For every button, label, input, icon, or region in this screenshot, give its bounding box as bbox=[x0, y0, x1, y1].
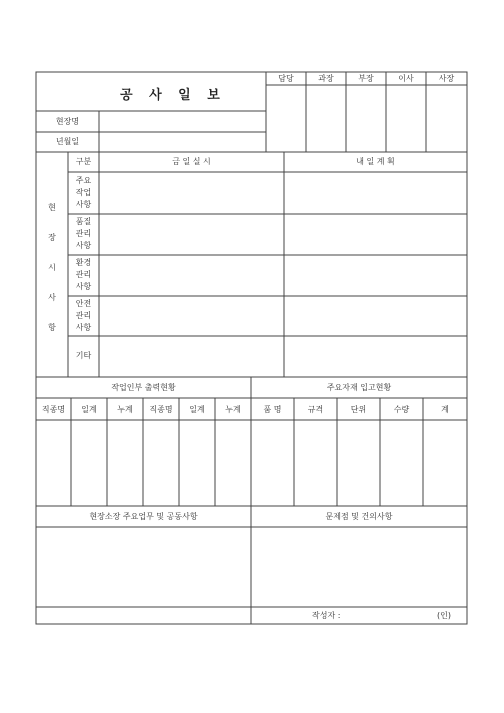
manager-notes-body[interactable] bbox=[37, 528, 250, 606]
category-quality-control: 품질 관리 사항 bbox=[75, 217, 92, 250]
site-name-field[interactable] bbox=[100, 112, 265, 131]
material-status-header: 주요자재 입고현황 bbox=[326, 383, 392, 392]
category-main-work: 주요 작업 사항 bbox=[75, 176, 92, 209]
approval-header-dept-head: 부장 bbox=[358, 74, 374, 83]
manager-notes-header: 현장소장 주요업무 및 공동사항 bbox=[89, 512, 198, 521]
labor-col-daily-1: 일계 bbox=[81, 405, 97, 414]
material-col-quantity: 수량 bbox=[393, 405, 410, 414]
seal-label: (인) bbox=[437, 611, 451, 620]
approval-sign-box-manager[interactable] bbox=[267, 86, 305, 151]
today-environment-cell[interactable] bbox=[100, 256, 283, 295]
material-col-total: 계 bbox=[441, 405, 449, 414]
issues-body[interactable] bbox=[252, 528, 466, 606]
approval-sign-box-director[interactable] bbox=[387, 86, 425, 151]
tomorrow-plan-header: 내 일 계 획 bbox=[356, 157, 395, 166]
tomorrow-environment-cell[interactable] bbox=[285, 256, 466, 295]
today-main-work-cell[interactable] bbox=[100, 173, 283, 213]
material-col-spec: 규격 bbox=[307, 405, 324, 414]
labor-col-cumulative-2: 누계 bbox=[225, 405, 241, 414]
today-safety-cell[interactable] bbox=[100, 297, 283, 335]
approval-sign-box-president[interactable] bbox=[427, 86, 466, 151]
page-title: 공 사 일 보 bbox=[120, 88, 226, 103]
date-label: 년월일 bbox=[55, 137, 80, 146]
date-field[interactable] bbox=[100, 133, 265, 151]
category-other: 기타 bbox=[75, 351, 92, 360]
approval-sign-box-section-chief[interactable] bbox=[307, 86, 345, 151]
material-table-body[interactable] bbox=[252, 421, 466, 505]
labor-col-job-type-1: 직종명 bbox=[41, 405, 66, 414]
tomorrow-other-cell[interactable] bbox=[285, 337, 466, 376]
approval-header-director: 이사 bbox=[398, 74, 414, 83]
issues-header: 문제점 및 건의사항 bbox=[325, 512, 393, 521]
category-header: 구분 bbox=[75, 157, 92, 166]
labor-col-job-type-2: 직종명 bbox=[149, 405, 173, 414]
tomorrow-main-work-cell[interactable] bbox=[285, 173, 466, 213]
labor-table-body[interactable] bbox=[37, 421, 250, 505]
tomorrow-quality-cell[interactable] bbox=[285, 215, 466, 254]
category-safety-control: 안전 관리 사항 bbox=[75, 299, 92, 332]
material-col-unit: 단위 bbox=[350, 405, 367, 414]
material-col-item-name: 품 명 bbox=[263, 405, 282, 414]
site-items-side-label: 현 장 시 사 항 bbox=[48, 203, 56, 332]
today-work-header: 금 일 실 시 bbox=[172, 157, 211, 166]
approval-header-manager: 담당 bbox=[278, 74, 294, 83]
category-environment-control: 환경 관리 사항 bbox=[75, 258, 92, 291]
labor-col-cumulative-1: 누계 bbox=[117, 405, 133, 414]
today-quality-cell[interactable] bbox=[100, 215, 283, 254]
author-name-field[interactable] bbox=[360, 609, 434, 622]
author-label: 작성자 : bbox=[312, 611, 341, 620]
approval-header-section-chief: 과장 bbox=[318, 74, 334, 83]
today-other-cell[interactable] bbox=[100, 337, 283, 376]
approval-sign-box-dept-head[interactable] bbox=[347, 86, 385, 151]
approval-header-president: 사장 bbox=[438, 74, 455, 83]
site-name-label: 현장명 bbox=[55, 117, 80, 126]
labor-status-header: 작업인부 출력현황 bbox=[111, 383, 176, 392]
tomorrow-safety-cell[interactable] bbox=[285, 297, 466, 335]
labor-col-daily-2: 일계 bbox=[189, 405, 205, 414]
